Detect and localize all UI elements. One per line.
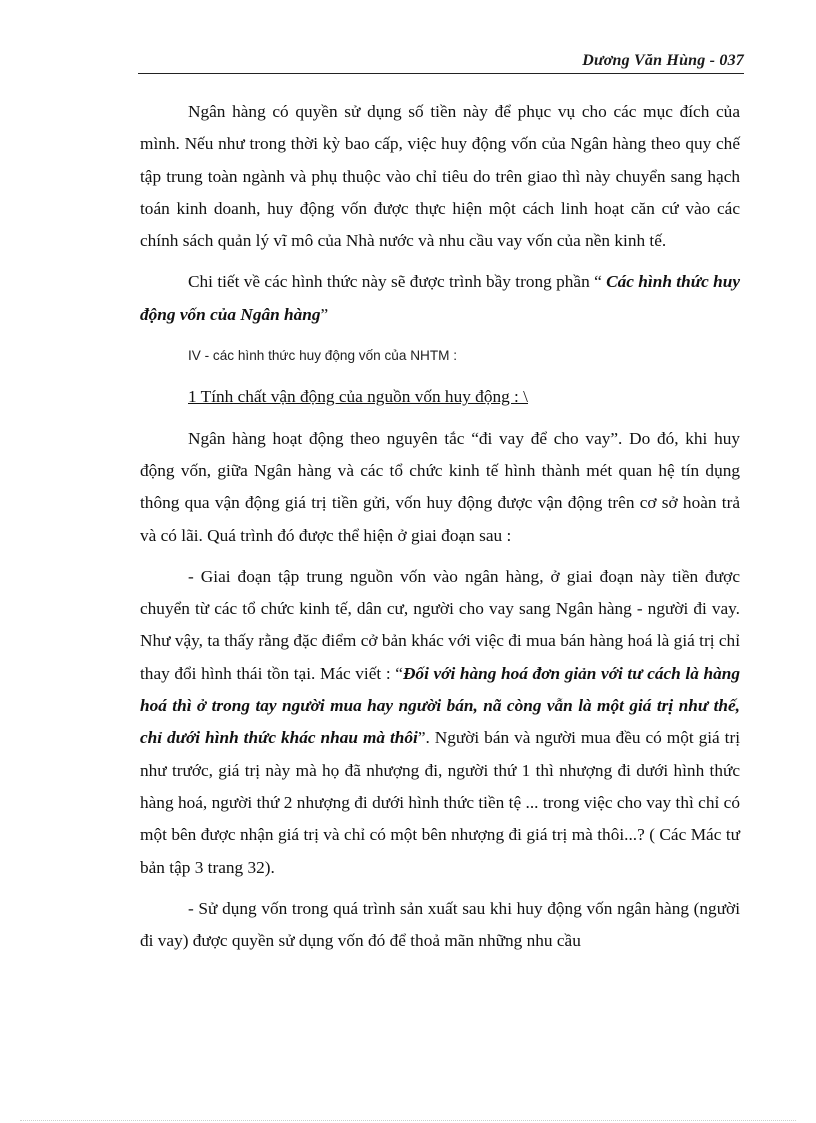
paragraph-capital-concentration <box>140 561 740 884</box>
section-heading-iv: IV - các hình thức huy động vốn của NHTM : <box>188 348 458 364</box>
header-divider <box>138 73 744 74</box>
paragraph-funds-usage: Ngân hàng có quyền sử dụng số tiền này để phục vụ cho các mục đích của mình. Nếu như trong thời kỳ bao cấp, việc huy động vốn của Ngân hàng theo quy chế tập trung toàn ngành và phụ thuộc vào chỉ tiêu do trên giao thì này chuyển sang hạch toán kinh doanh, huy động vốn được thực hiện một cách linh hoạt căn cứ vào các chính sách quản lý vĩ mô của Nhà nước và nhu cầu vay vốn của nền kinh tế. <box>140 102 740 251</box>
paragraph-capital-concentration-end: ”. Người bán và người mua đều có một giá trị như trước, giá trị này mà họ đã nhượng đi, người thứ 1 thì nhượng đi dưới hình thức hàng hoá, người thứ 2 nhượng đi dưới hình thức tiền tệ ... trong việc cho vay thì chỉ có một bên được nhận giá trị và chỉ có một bên nhượng đi giá trị mà thôi...? ( Các Mác tư bản tập 3 trang 32). <box>140 728 741 877</box>
paragraph-forms-reference-end: ” <box>320 304 329 324</box>
paragraph-forms-reference-emphasis: Các hình thức huy động vốn của Ngân hàng <box>140 272 740 324</box>
paragraph-capital-usage: - Sử dụng vốn trong quá trình sản xuất sau khi huy động vốn ngân hàng (người đi vay) được quyền sử dụng vốn đó để thoả mãn những nhu cầu <box>140 898 740 951</box>
page-header-author: Dương Văn Hùng - 037 <box>582 52 744 69</box>
page-bottom-border <box>20 1120 796 1121</box>
paragraph-forms-reference-start: Chi tiết về các hình thức này sẽ được trình bầy trong phần “ <box>188 272 607 292</box>
marx-quote: Đối với hàng hoá đơn giản với tư cách là hàng hoá thì ở trong tay người mua hay người bán, nã còng vẫn là một giá trị như thế, chỉ dưới hình thức khác nhau mà thôi <box>140 663 741 748</box>
subsection-title-1: 1 Tính chất vận động của nguồn vốn huy động : \ <box>188 387 528 407</box>
document-body <box>140 96 740 966</box>
paragraph-borrow-to-lend: Ngân hàng hoạt động theo nguyên tắc “đi vay để cho vay”. Do đó, khi huy động vốn, giữa Ngân hàng và các tổ chức kinh tế hình thành mét quan hệ tín dụng thông qua vận động giá trị tiền gửi, vốn huy động được vận động trên cơ sở hoàn trả và có lãi. Quá trình đó được thể hiện ở giai đoạn sau : <box>140 428 740 545</box>
paragraph-capital-concentration-start: - Giai đoạn tập trung nguồn vốn vào ngân hàng, ở giai đoạn này tiền được chuyển từ các tổ chức kinh tế, dân cư, người cho vay sang Ngân hàng - người đi vay. Như vậy, ta thấy rằng đặc điểm cở bản khác với việc đi mua bán hàng hoá là giá trị chỉ thay đổi hình thái tồn tại. Mác viết : “ <box>140 566 740 683</box>
paragraph-forms-reference <box>140 266 740 331</box>
